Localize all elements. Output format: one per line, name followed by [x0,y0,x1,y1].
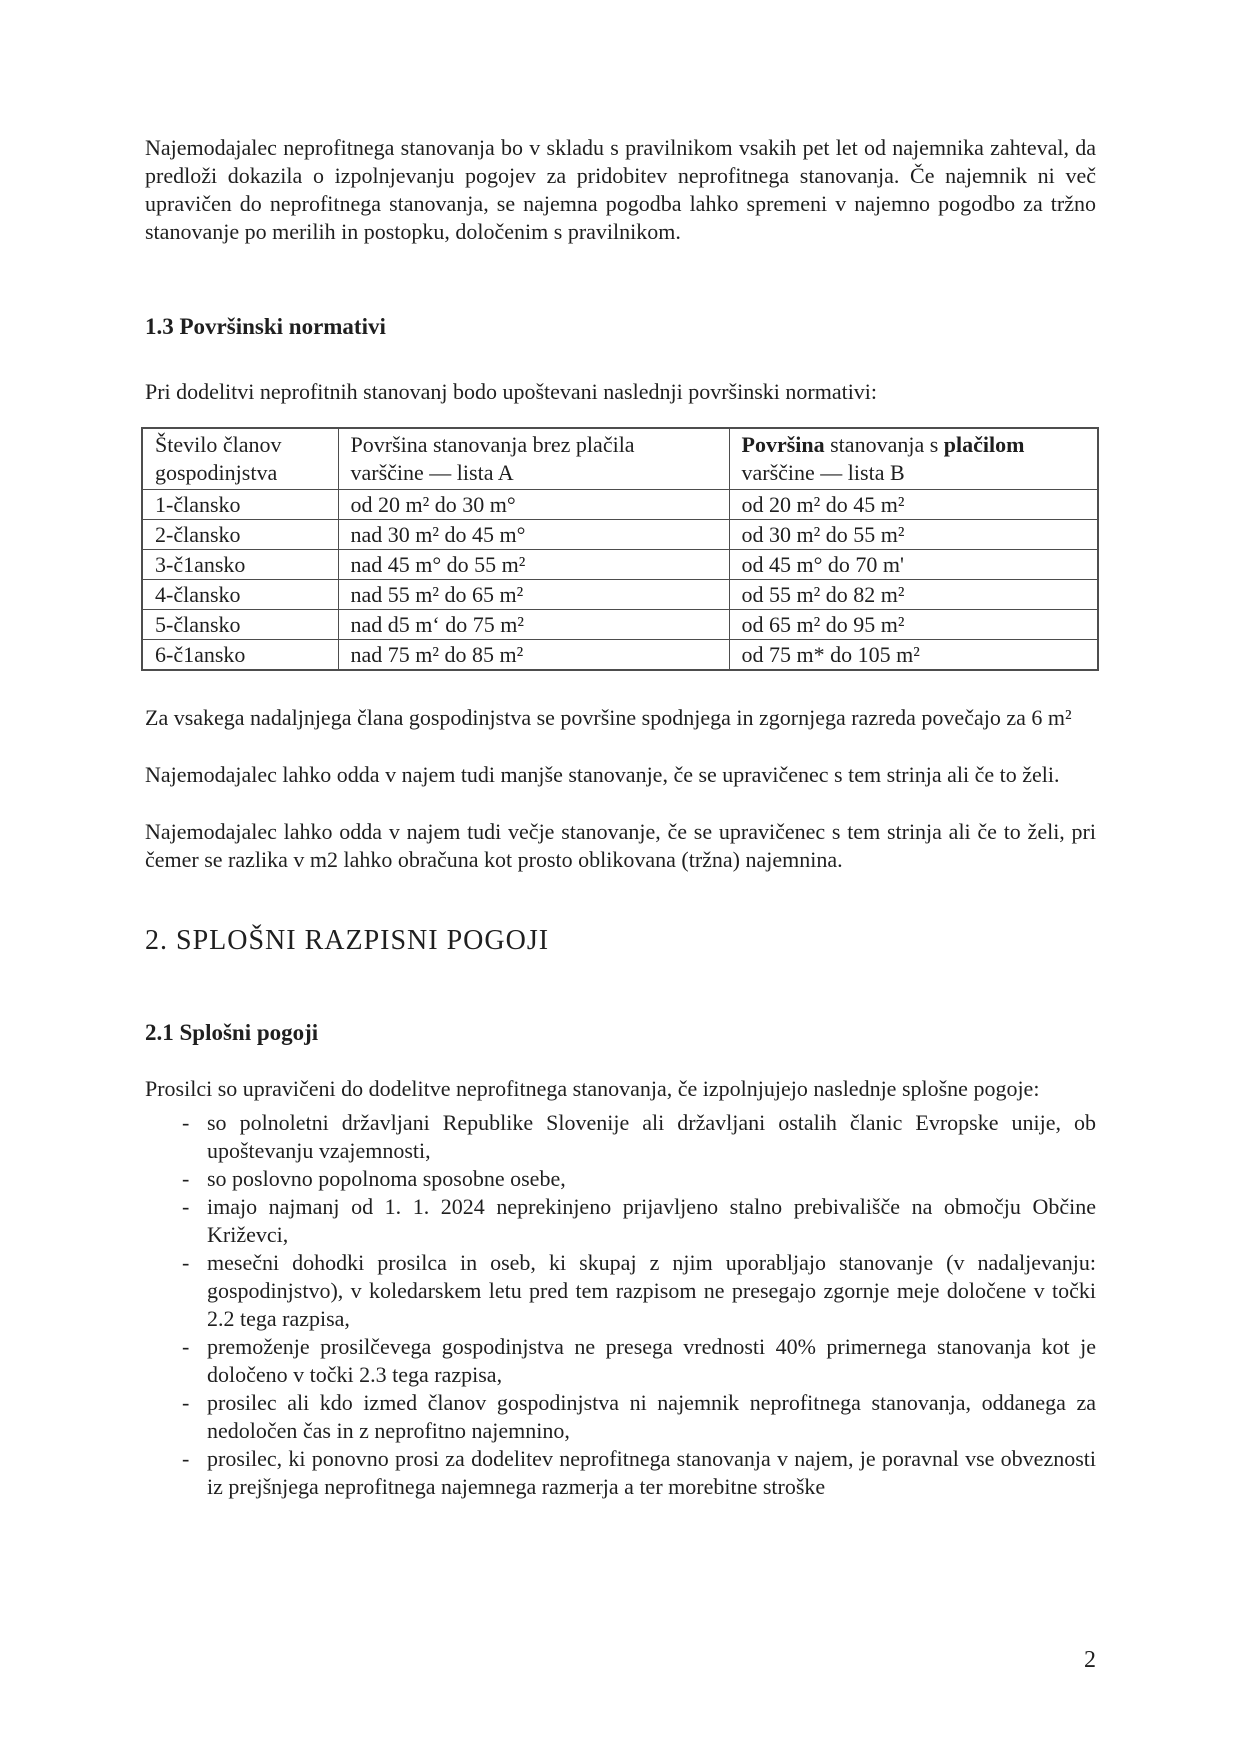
header-members-line2: gospodinjstva [155,460,278,485]
table-row [142,640,1098,671]
table-intro-paragraph: Pri dodelitvi neprofitnih stanovanj bodo upoštevani naslednji površinski normativi: [145,379,878,404]
list-item-text: mesečni dohodki prosilca in oseb, ki skupaj z njim uporabljajo stanovanje (v nadaljevanju: gospodinjstvo), v koledarskem letu pred tem razpisom ne presegajo zgornje meje določene v točki 2.2 tega razpisa, [207,1250,1096,1331]
bullet-dash: - [182,1446,190,1471]
cell-lista-a: nad 45 m° do 55 m² [338,550,729,580]
header-lista-b-line1 [742,431,1088,459]
list-item [145,1193,1096,1249]
cell-lista-a: nad d5 m‘ do 75 m² [338,610,729,640]
list-item [145,1333,1096,1389]
table-row [142,520,1098,550]
page-content [145,0,1096,1501]
section-heading-1-3: 1.3 Površinski normativi [145,314,386,339]
list-item [145,1109,1096,1165]
header-lista-b-bold2: plačilom [943,432,1025,457]
cell-lista-b: od 30 m² do 55 m² [729,520,1098,550]
bullet-dash: - [182,1110,190,1135]
cell-lista-b: od 45 m° do 70 m' [729,550,1098,580]
cell-members: 6-č1ansko [142,640,338,671]
bullet-dash: - [182,1390,190,1415]
header-lista-b-line2: varščine — lista B [741,460,905,485]
list-item [145,1249,1096,1333]
cell-lista-a: nad 55 m² do 65 m² [338,580,729,610]
cell-lista-b: od 55 m² do 82 m² [729,580,1098,610]
table-row [142,610,1098,640]
surface-norms-table [141,427,1099,671]
conditions-list [145,1109,1096,1501]
header-lista-a-line1: Površina stanovanja brez plačila [350,432,635,457]
cell-lista-a: od 20 m² do 30 m° [338,490,729,520]
cell-members: 2-člansko [142,520,338,550]
list-item [145,1389,1096,1445]
note-smaller-apartment-paragraph: Najemodajalec lahko odda v najem tudi manjše stanovanje, če se upravičenec s tem strinja ali če to želi. [145,762,1060,787]
header-lista-b-bold1: Površina [741,432,825,457]
table-row [142,580,1098,610]
bullet-dash: - [182,1194,190,1219]
list-item-text: premoženje prosilčevega gospodinjstva ne presega vrednosti 40% primernega stanovanja kot je določeno v točki 2.3 tega razpisa, [207,1334,1096,1387]
cell-members: 5-člansko [142,610,338,640]
cell-lista-a: nad 30 m² do 45 m° [338,520,729,550]
section-heading-2: 2. SPLOŠNI RAZPISNI POGOJI [145,925,550,956]
cell-lista-b: od 75 m* do 105 m² [729,640,1098,671]
note-increase-paragraph: Za vsakega nadaljnjega člana gospodinjstva se površine spodnjega in zgornjega razreda povečajo za 6 m² [145,705,1072,730]
list-item [145,1165,1096,1193]
note-larger-apartment-paragraph: Najemodajalec lahko odda v najem tudi večje stanovanje, če se upravičenec s tem strinja ali če to želi, pri čemer se razlika v m2 lahko obračuna kot prosto oblikovana (tržna) najemnina. [145,819,1096,872]
header-lista-a-line2: varščine — lista A [350,460,514,485]
list-item-text: prosilec ali kdo izmed članov gospodinjstva ni najemnik neprofitnega stanovanja, oddanega za nedoločen čas in z neprofitno najemnino, [207,1390,1096,1443]
list-item-text: so poslovno popolnoma sposobne osebe, [207,1166,566,1191]
header-cell-members [142,428,338,490]
list-item-text: so polnoletni državljani Republike Slovenije ali državljani ostalih članic Evropske unije, ob upoštevanju vzajemnosti, [207,1110,1096,1163]
bullet-dash: - [182,1166,190,1191]
bullet-dash: - [182,1334,190,1359]
cell-members: 4-člansko [142,580,338,610]
page-number: 2 [1084,1647,1096,1673]
table-row [142,490,1098,520]
list-item-text: prosilec, ki ponovno prosi za dodelitev neprofitnega stanovanja v najem, je poravnal vse obveznosti iz prejšnjega neprofitnega najemnega razmerja a ter morebitne stroške [207,1446,1096,1499]
cell-lista-b: od 20 m² do 45 m² [729,490,1098,520]
table-header-row [142,428,1098,490]
header-cell-lista-b [729,428,1098,490]
table-row [142,550,1098,580]
general-conditions-intro: Prosilci so upravičeni do dodelitve neprofitnega stanovanja, če izpolnjujejo naslednje splošne pogoje: [145,1076,1040,1101]
bullet-dash: - [182,1250,190,1275]
header-members-line1: Število članov [155,432,282,457]
list-item-text: imajo najmanj od 1. 1. 2024 neprekinjeno prijavljeno stalno prebivališče na območju Občine Križevci, [207,1194,1096,1247]
cell-lista-a: nad 75 m² do 85 m² [338,640,729,671]
cell-members: 1-člansko [142,490,338,520]
cell-lista-b: od 65 m² do 95 m² [729,610,1098,640]
cell-members: 3-č1ansko [142,550,338,580]
header-lista-b-mid: stanovanja s [824,432,944,457]
list-item [145,1445,1096,1501]
section-heading-2-1: 2.1 Splošni pogoji [145,1020,319,1045]
intro-paragraph: Najemodajalec neprofitnega stanovanja bo v skladu s pravilnikom vsakih pet let od najemnika zahteval, da predloži dokazila o izpolnjevanju pogojev za pridobitev neprofitnega stanovanja. Če najemnik ni več upravičen do neprofitnega stanovanja, se najemna pogodba lahko spremeni v najemno pogodbo za tržno stanovanje po merilih in postopku, določenim s pravilnikom. [145,135,1096,244]
header-cell-lista-a [338,428,729,490]
